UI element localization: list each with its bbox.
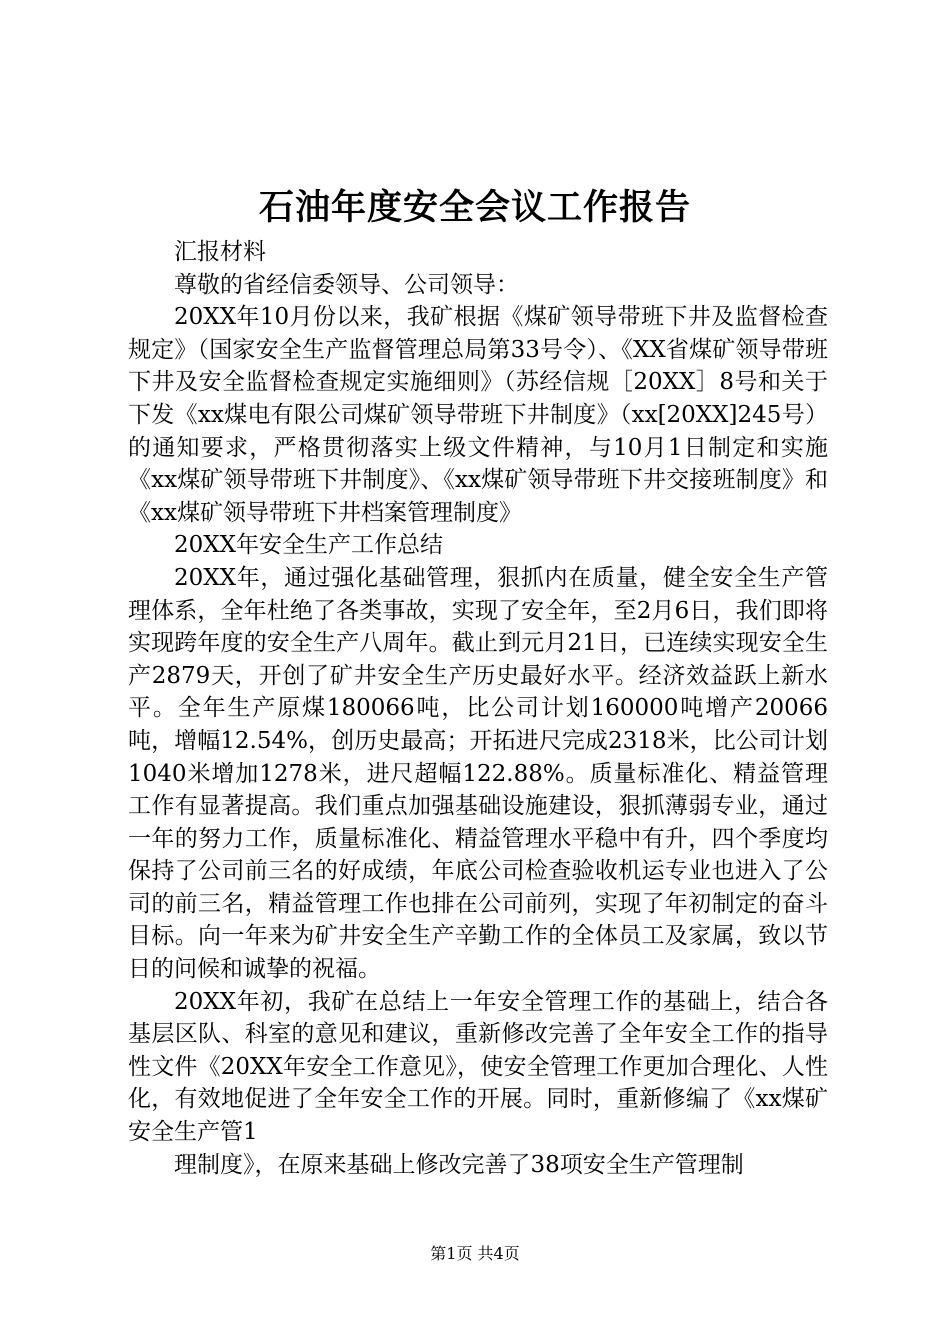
paragraph: 汇报材料 — [174, 239, 266, 265]
document-body — [128, 236, 828, 1181]
paragraph: 20XX年安全生产工作总结 — [174, 532, 444, 559]
paragraph: 理制度》，在原来基础上修改完善了38项安全生产管理制 — [174, 1151, 744, 1178]
page-footer: 第1页 共4页 — [430, 1244, 520, 1263]
document-title: 石油年度安全会议工作报告 — [258, 187, 691, 228]
paragraph: 20XX年初，我矿在总结上一年安全管理工作的基础上，结合各基层区队、科室的意见和建议，重新修改完善了全年安全工作的指导性文件《20XX年安全工作意见》，使安全管理工作更加合理化、人性化，有效地促进了全年安全工作的开展。同时，重新修编了《xx煤矿安全生产管1 — [128, 988, 828, 1146]
paragraph: 20XX年，通过强化基础管理，狠抓内在质量，健全安全生产管理体系，全年杜绝了各类事故，实现了安全年，至2月6日，我们即将实现跨年度的安全生产八周年。截止到元月21日，已连续实现安全生产2879天，开创了矿井安全生产历史最好水平。经济效益跃上新水平。全年生产原煤180066吨，比公司计划160000吨增产20066吨，增幅12.54%，创历史最高；开拓进尺完成2318米，比公司计划1040米增加1278米，进尺超幅122.88%。质量标准化、精益管理工作有显著提高。我们重点加强基础设施建设，狠抓薄弱专业，通过一年的努力工作，质量标准化、精益管理水平稳中有升，四个季度均保持了公司前三名的好成绩，年底公司检查验收机运专业也进入了公司的前三名，精益管理工作也排在公司前列，实现了年初制定的奋斗目标。向一年来为矿井安全生产辛勤工作的全体员工及家属，致以节日的问候和诚挚的祝福。 — [128, 564, 828, 983]
paragraph: 尊敬的省经信委领导、公司领导： — [174, 271, 519, 298]
paragraph: 20XX年10月份以来，我矿根据《煤矿领导带班下井及监督检查规定》（国家安全生产监督管理总局第33号令）、《XX省煤矿领导带班下井及安全监督检查规定实施细则》（苏经信规［20XX］8号和关于下发《xx煤电有限公司煤矿领导带班下井制度》（xx[20XX]245号）的通知要求，严格贯彻落实上级文件精神，与10月1日制定和实施《xx煤矿领导带班下井制度》、《xx煤矿领导带班下井交接班制度》和《xx煤矿领导带班下井档案管理制度》 — [128, 304, 828, 526]
